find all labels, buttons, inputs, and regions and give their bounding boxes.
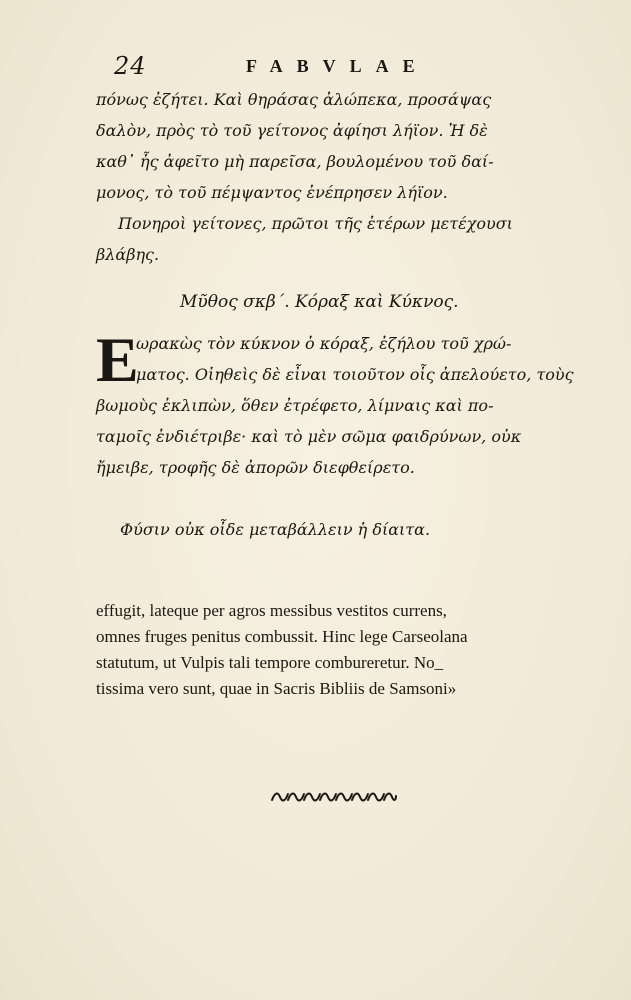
- prior-moral: [96, 208, 598, 270]
- text-line: effugit, lateque per agros messibus vestitos currens,: [96, 601, 447, 620]
- page-header: [96, 52, 536, 82]
- latin-commentary: [96, 598, 616, 702]
- text-line: ωρακὼς τὸν κύκνον ὁ κόραξ, ἐζήλου τοῦ χρώ-: [136, 334, 512, 353]
- text-line: πόνως ἐζήτει. Καὶ θηράσας ἀλώπεκα, προσάψας: [96, 90, 492, 109]
- continued-greek-text: [96, 84, 596, 208]
- tailpiece-ornament-icon: [270, 790, 398, 804]
- text-line: omnes fruges penitus combussit. Hinc lege Carseolana: [96, 627, 468, 646]
- text-line: ταμοῖς ἐνδιέτριβε· καὶ τὸ μὲν σῶμα φαιδρύνων, οὐκ: [96, 427, 522, 446]
- text-line: tissima vero sunt, quae in Sacris Bibliis de Samsoni»: [96, 679, 457, 698]
- text-line: βωμοὺς ἐκλιπὼν, ὅθεν ἐτρέφετο, λίμναις καὶ πο-: [96, 396, 494, 415]
- page-number: 24: [114, 52, 147, 80]
- fable-moral: Φύσιν οὐκ οἶδε μεταβάλλειν ἡ δίαιτα.: [120, 520, 431, 539]
- text-line: Πονηροὶ γείτονες, πρῶτοι τῆς ἑτέρων μετέχουσι: [118, 214, 513, 233]
- text-line: ματος. Οἰηθεὶς δὲ εἶναι τοιοῦτον οἷς ἀπελούετο, τοὺς: [136, 365, 574, 384]
- text-line: statutum, ut Vulpis tali tempore combureretur. No_: [96, 653, 444, 672]
- fable-title: Μῦθος σκβ΄. Κόραξ καὶ Κύκνος.: [180, 292, 459, 312]
- text-line: βλάβης.: [96, 245, 160, 264]
- running-head: FABVLAE: [246, 56, 429, 76]
- text-line: μονος, τὸ τοῦ πέμψαντος ἐνέπρησεν λήϊον.: [96, 183, 448, 202]
- text-line: ἤμειβε, τροφῆς δὲ ἀπορῶν διεφθείρετο.: [96, 458, 415, 477]
- fable-body: [96, 324, 606, 483]
- text-line: δαλὸν, πρὸς τὸ τοῦ γείτονος ἀφίησι λήϊον. Ἡ δὲ: [96, 121, 488, 140]
- drop-cap: Ε: [96, 324, 139, 395]
- text-line: καθ᾽ ἧς ἀφεῖτο μὴ παρεῖσα, βουλομένου τοῦ δαί-: [96, 152, 494, 171]
